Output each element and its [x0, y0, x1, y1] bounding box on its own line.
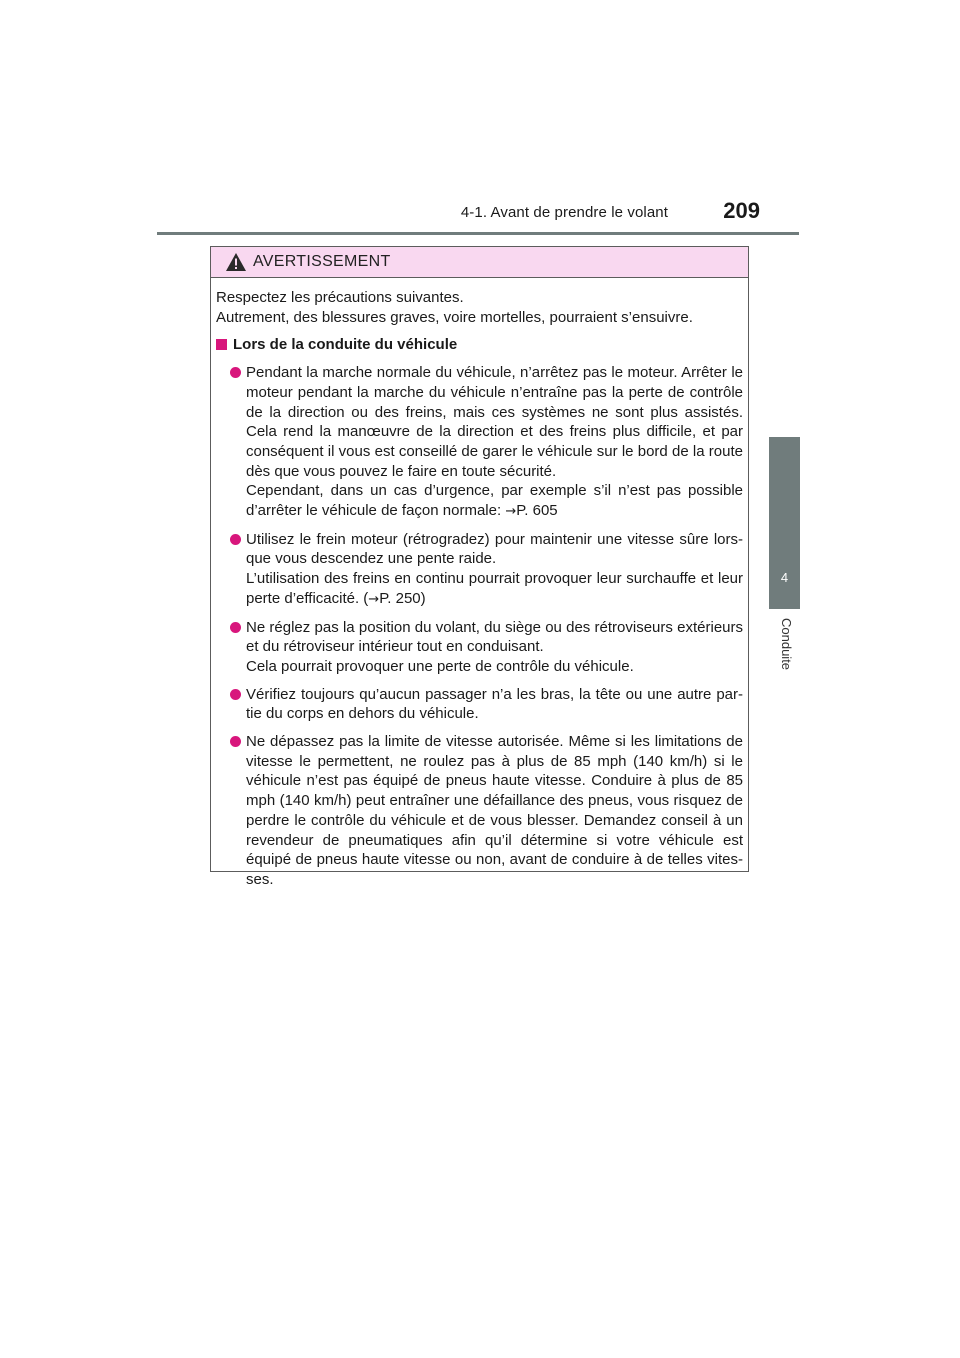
item-paragraph: Cela pourrait provoquer une perte de contrôle du véhicule. — [246, 657, 634, 675]
warning-header — [211, 247, 748, 278]
circle-bullet-icon — [230, 622, 241, 633]
list-item — [216, 530, 743, 610]
circle-bullet-icon — [230, 367, 241, 378]
item-paragraph: Vérifiez toujours qu’aucun passager n’a les bras, la tête ou une autre par-tie du corps en dehors du véhicule. — [246, 685, 743, 723]
header-divider — [157, 232, 799, 235]
page-number: 209 — [723, 198, 760, 223]
list-item — [216, 685, 743, 724]
circle-bullet-icon — [230, 736, 241, 747]
item-paragraph — [246, 569, 743, 609]
list-item — [216, 363, 743, 522]
circle-bullet-icon — [230, 534, 241, 545]
warning-body — [211, 278, 748, 890]
circle-bullet-icon — [230, 689, 241, 700]
section-title: 4-1. Avant de prendre le volant — [460, 204, 668, 221]
chapter-tab-label: Conduite — [779, 618, 794, 671]
arrow-icon: → — [368, 591, 380, 607]
page-reference-link[interactable]: P. 605 — [516, 502, 558, 520]
warning-triangle-icon — [225, 252, 247, 272]
list-item — [216, 618, 743, 677]
item-paragraph: Utilisez le frein moteur (rétrogradez) pour maintenir une vitesse sûre lors-que vous descendez une pente raide. — [246, 530, 743, 568]
intro-line: Autrement, des blessures graves, voire mortelles, pourraient s’ensuivre. — [216, 308, 693, 326]
item-paragraph: Ne dépassez pas la limite de vitesse autorisée. Même si les limitations de vitesse le permettent, ne roulez pas à plus de 85 mph (140 km/h) si le véhicule n’est pas équipé de pneus haute vitesse. Conduire à plus de 85 mph (140 km/h) peut entraîner une défaillance des pneus, vous risquez de perdre le contrôle du véhicule et de vous blesser. Demandez conseil à un revendeur de pneumatiques afin qu’il détermine si votre véhicule est équipé de pneus haute vitesse ou non, avant de conduire à de telles vites-ses. — [246, 733, 743, 888]
item-paragraph — [246, 481, 743, 521]
intro-line: Respectez les précautions suivantes. — [216, 289, 464, 306]
item-paragraph: Ne réglez pas la position du volant, du siège ou des rétroviseurs extérieurs et du rétroviseur intérieur tout en conduisant. — [246, 618, 743, 656]
square-bullet-icon — [216, 339, 227, 350]
list-item — [216, 732, 743, 890]
item-text: Cependant, dans un cas d’urgence, par exemple s’il n’est pas possible d’arrêter le véhicule de façon normale: — [246, 482, 743, 520]
chapter-tab-number: 4 — [780, 570, 789, 585]
page-reference-link[interactable]: P. 250) — [379, 589, 426, 607]
section-heading — [216, 335, 743, 355]
item-text: L’utilisation des freins en continu pourrait provoquer leur surchauffe et leur perte d’efficacité. ( — [246, 570, 743, 607]
section-heading-text: Lors de la conduite du véhicule — [233, 336, 458, 354]
warning-box — [210, 246, 749, 888]
arrow-icon: → — [505, 504, 517, 520]
item-paragraph: Pendant la marche normale du véhicule, n’arrêtez pas le moteur. Arrêter le moteur pendant la marche du véhicule n’entraîne pas la perte de contrôle de la direction ou des freins, mais ces systèmes ne sont plus assistés. Cela rend la manœuvre de la direction et des freins plus difficile, et par conséquent il vous est conseillé de garer le véhicule sur le bord de la route dès que vous pouvez le faire en toute sécurité. — [246, 364, 743, 480]
warning-title: AVERTISSEMENT — [253, 253, 391, 270]
